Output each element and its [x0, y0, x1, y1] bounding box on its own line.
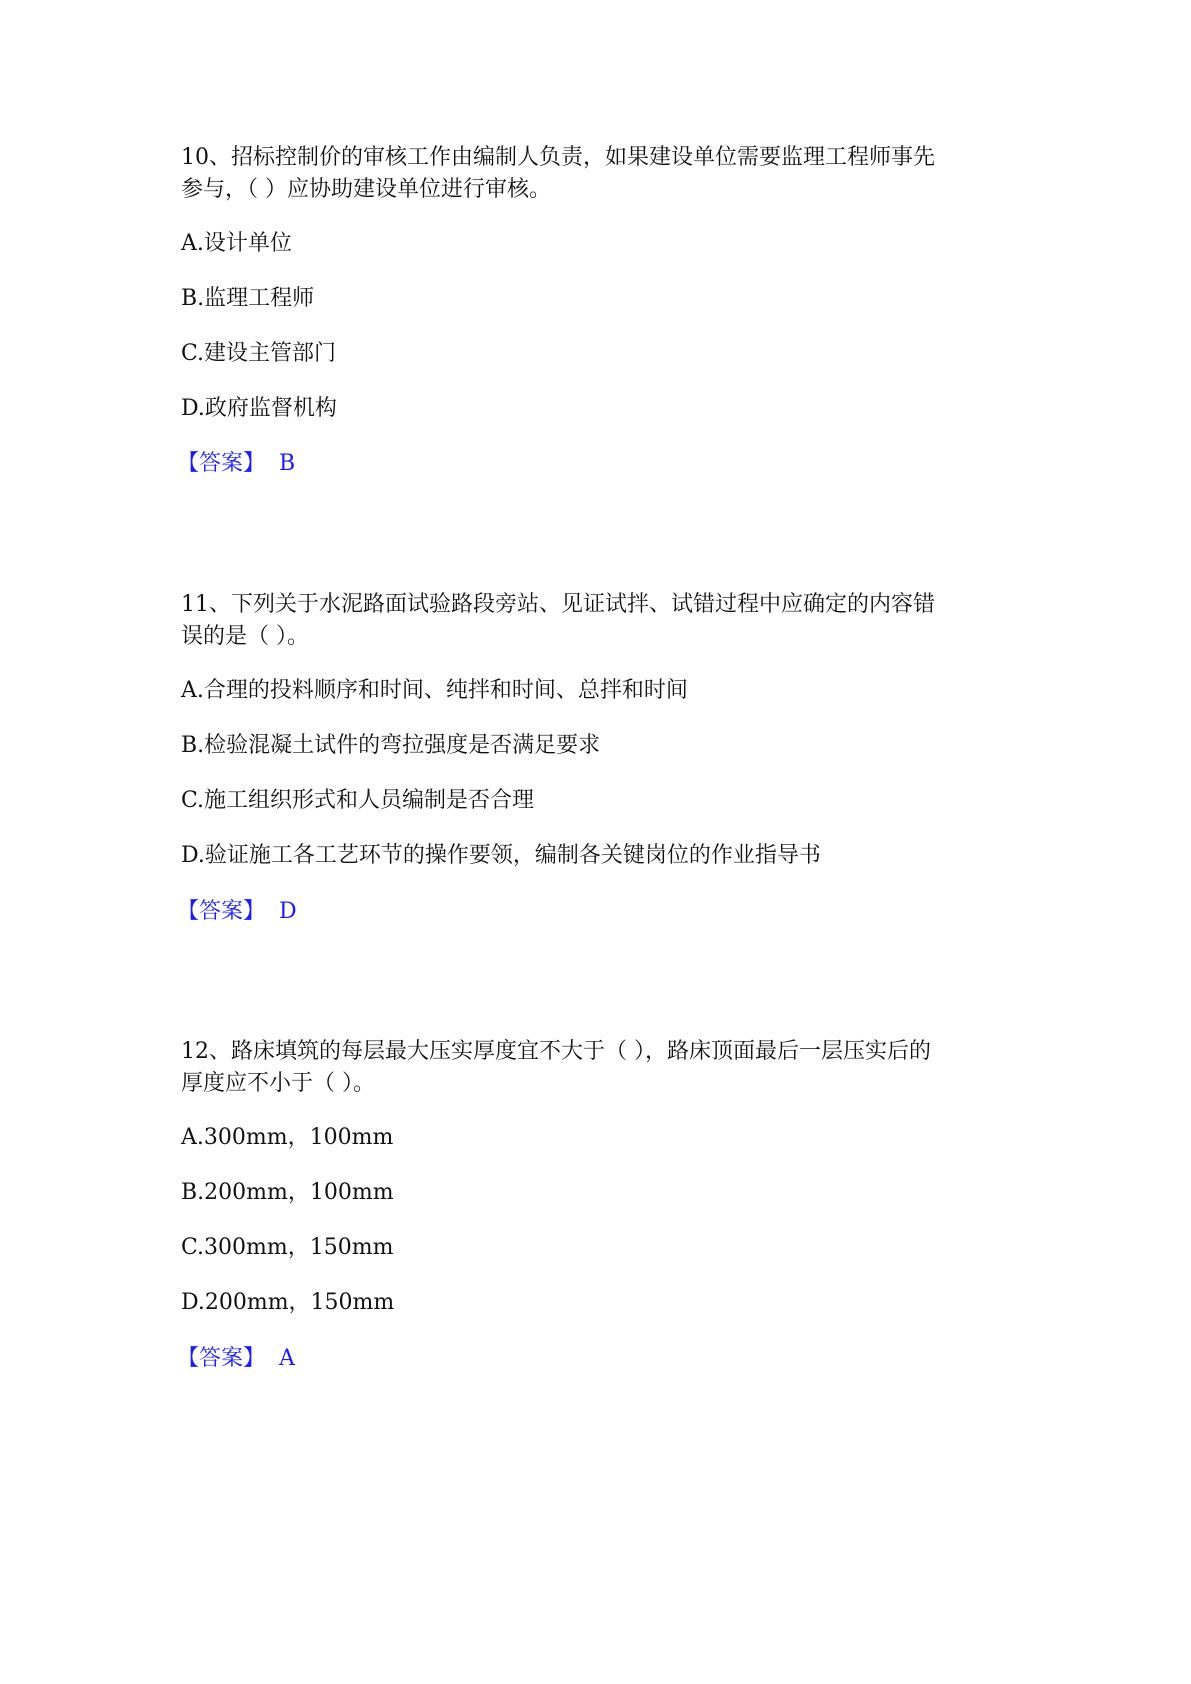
option-d: D.验证施工各工艺环节的操作要领，编制各关键岗位的作业指导书: [181, 843, 821, 868]
answer: [177, 897, 297, 927]
answer-value: D: [279, 899, 297, 924]
answer-value: B: [279, 451, 296, 476]
question-stem-line: 11、下列关于水泥路面试验路段旁站、见证试拌、试错过程中应确定的内容错: [181, 592, 935, 617]
option-d: D.政府监督机构: [181, 396, 337, 421]
option-b: B.监理工程师: [181, 286, 315, 311]
answer-label: 【答案】: [177, 1346, 266, 1371]
option-c: C.300mm，150mm: [181, 1235, 394, 1260]
question-stem-line: 参与，（ ）应协助建设单位进行审核。: [181, 177, 551, 202]
answer-label: 【答案】: [177, 899, 266, 924]
question-stem-line: 厚度应不小于（ ）。: [181, 1071, 375, 1096]
answer: [177, 449, 295, 479]
answer-value: A: [279, 1346, 295, 1371]
answer: [177, 1344, 295, 1374]
option-b: B.检验混凝土试件的弯拉强度是否满足要求: [181, 733, 601, 758]
question-stem-line: 10、招标控制价的审核工作由编制人负责，如果建设单位需要监理工程师事先: [181, 145, 935, 170]
option-a: A.合理的投料顺序和时间、纯拌和时间、总拌和时间: [181, 678, 688, 703]
option-d: D.200mm，150mm: [181, 1290, 395, 1315]
option-b: B.200mm，100mm: [181, 1180, 394, 1205]
option-c: C.建设主管部门: [181, 341, 337, 366]
option-c: C.施工组织形式和人员编制是否合理: [181, 788, 535, 813]
option-a: A.设计单位: [181, 231, 292, 256]
option-a: A.300mm，100mm: [181, 1125, 394, 1150]
question-stem-line: 误的是（ ）。: [181, 624, 309, 649]
question-stem-line: 12、路床填筑的每层最大压实厚度宜不大于（ ），路床顶面最后一层压实后的: [181, 1039, 931, 1064]
answer-label: 【答案】: [177, 451, 266, 476]
